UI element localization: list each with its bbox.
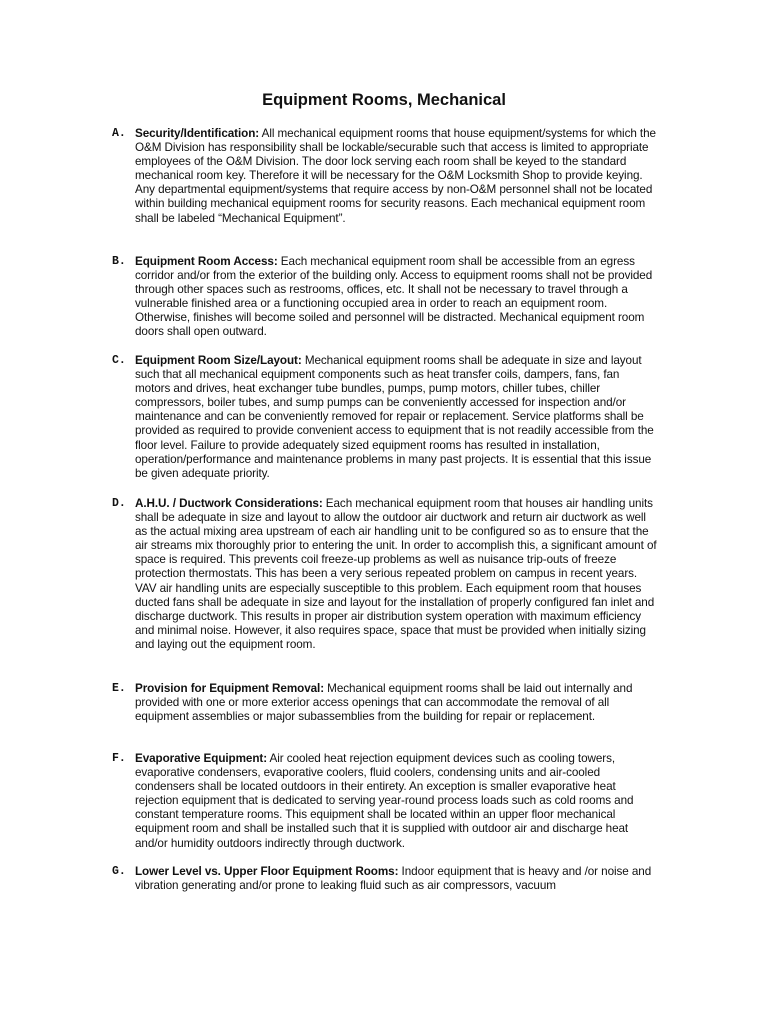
section-letter: G.	[112, 865, 126, 878]
section-text: Each mechanical equipment room shall be accessible from an egress corridor and/or from the exterior of the building only. Access to equipment rooms shall not be provided through other spaces such as restrooms, offices, etc. It shall not be necessary to travel through a vulnerable finished area or a functioning occupied area in order to reach an equipment room. Otherwise, finishes will become soiled and personnel will be distracted. Mechanical equipment room doors shall open outward.	[135, 255, 653, 339]
section-e	[112, 682, 657, 724]
section-g	[112, 865, 657, 893]
section-d	[112, 497, 657, 652]
section-text: Each mechanical equipment room that houses air handling units shall be adequate in size and layout to allow the outdoor air ductwork and return air ductwork as well as the actual mixing area upstream of each air handling unit to be configured so as to ensure that the air streams mix thoroughly prior to entering the unit. In order to accomplish this, a significant amount of space is required. This prevents coil freeze-up problems as well as nuisance trip-outs of freeze protection thermostats. This has been a very serious repeated problem on campus in recent years. VAV air handling units are especially susceptible to this problem. Each equipment room that houses ducted fans shall be adequate in size and layout for the installation of properly configured fan inlet and discharge ductwork. This results in proper air distribution system operation with maximum efficiency and minimal noise. However, it also requires space, space that must be provided when initially sizing and laying out the equipment room.	[135, 497, 657, 651]
section-heading: Lower Level vs. Upper Floor Equipment Rooms:	[135, 865, 399, 878]
section-body	[135, 497, 657, 652]
section-text: Indoor equipment that is heavy and /or noise and vibration generating and/or prone to leaking fluid such as air compressors, vacuum	[135, 865, 652, 893]
section-text: All mechanical equipment rooms that house equipment/systems for which the O&M Division has responsibility shall be lockable/securable such that access is limited to appropriate employees of the O&M Division. The door lock serving each room shall be keyed to the standard mechanical room key. Therefore it will be necessary for the O&M Locksmith Shop to provide keying. Any departmental equipment/systems that require access by non-O&M personnel shall not be located within building mechanical equipment rooms for security reasons. Each mechanical equipment room shall be labeled “Mechanical Equipment”.	[135, 127, 656, 225]
section-heading: A.H.U. / Ductwork Considerations:	[135, 497, 323, 510]
section-letter: E.	[112, 682, 126, 695]
section-body	[135, 752, 657, 851]
section-heading: Security/Identification:	[135, 127, 260, 140]
section-letter: F.	[112, 752, 126, 765]
section-body	[135, 354, 657, 481]
section-b	[112, 255, 657, 340]
section-c	[112, 354, 657, 481]
section-heading: Provision for Equipment Removal:	[135, 682, 325, 695]
section-heading: Equipment Room Access:	[135, 255, 278, 268]
section-letter: C.	[112, 354, 126, 367]
section-body	[135, 682, 657, 724]
document-title: Equipment Rooms, Mechanical	[262, 91, 506, 109]
section-letter: A.	[112, 127, 126, 140]
section-f	[112, 752, 657, 851]
section-letter: D.	[112, 497, 126, 510]
section-text: Mechanical equipment rooms shall be adequate in size and layout such that all mechanical equipment components such as heat transfer coils, dampers, fans, fan motors and drives, heat exchanger tube bundles, pumps, pump motors, chiller tubes, chiller compressors, boiler tubes, and sump pumps can be conveniently accessed for inspection and/or maintenance and can be conveniently removed for repair or replacement. Service platforms shall be provided as required to provide convenient access to equipment that is not readily accessible from the floor level. Failure to provide adequately sized equipment rooms has resulted in installation, operation/performance and maintenance problems in many past projects. It is essential that this issue be given adequate priority.	[135, 354, 654, 480]
section-text: Mechanical equipment rooms shall be laid out internally and provided with one or more exterior access openings that can accommodate the removal of all equipment assemblies or major subassemblies from the building for repair or replacement.	[135, 682, 633, 724]
section-body	[135, 255, 657, 340]
section-a	[112, 127, 657, 226]
section-letter: B.	[112, 255, 126, 268]
section-text: Air cooled heat rejection equipment devices such as cooling towers, evaporative condensers, evaporative coolers, fluid coolers, condensing units and air-cooled condensers shall be located outdoors in their entirety. An exception is smaller evaporative heat rejection equipment that is dedicated to serving year-round process loads such as cold rooms and constant temperature rooms. This equipment shall be located within an upper floor mechanical equipment room and shall be installed such that it is supplied with outdoor air and discharge heat and/or humidity outdoors indirectly through ductwork.	[135, 752, 634, 850]
section-body	[135, 127, 657, 226]
section-body	[135, 865, 657, 893]
section-heading: Equipment Room Size/Layout:	[135, 354, 302, 367]
section-heading: Evaporative Equipment:	[135, 752, 268, 765]
